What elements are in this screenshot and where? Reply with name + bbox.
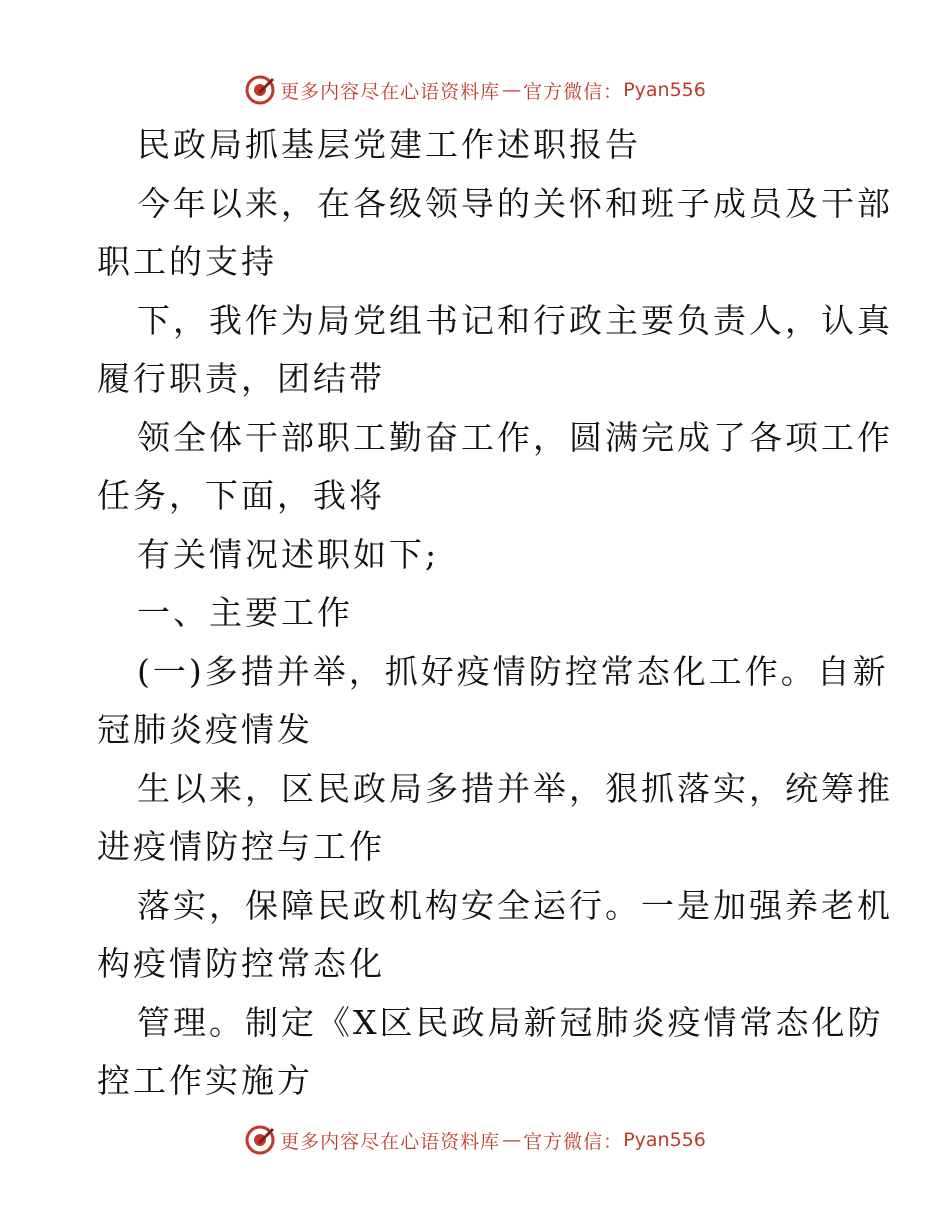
banner-separator: —	[502, 1129, 522, 1151]
banner-label: 官方微信：	[523, 1130, 624, 1153]
text-line: 管理。制定《X区民政局新冠肺炎疫情常态化防	[137, 1002, 884, 1042]
text-line: 落实，保障民政机构安全运行。一是加强养老机	[137, 885, 893, 925]
pen-logo-icon	[244, 74, 276, 106]
text-line: 领全体干部职工勤奋工作，圆满完成了各项工作	[137, 417, 893, 457]
text-line: 控工作实施方	[97, 1061, 313, 1100]
text-line: 任务，下面，我将	[97, 476, 385, 515]
banner-separator: —	[502, 79, 522, 101]
banner-label: 官方微信：	[523, 80, 624, 103]
text-line: 进疫情防控与工作	[97, 827, 385, 866]
header-banner	[0, 70, 950, 110]
text-line: 民政局抓基层党建工作述职报告	[137, 125, 641, 164]
text-line: (一)多措并举，抓好疫情防控常态化工作。自新	[137, 651, 889, 691]
banner-wechat-id: Pyan556	[623, 79, 706, 101]
text-line: 构疫情防控常态化	[97, 944, 385, 983]
text-line: 冠肺炎疫情发	[97, 710, 313, 749]
text-line: 一、主要工作	[137, 593, 353, 632]
banner-brand: 更多内容尽在心语资料库	[280, 80, 501, 103]
banner-brand: 更多内容尽在心语资料库	[280, 1130, 501, 1153]
text-line: 有关情况述职如下;	[137, 534, 440, 574]
pen-logo-icon	[244, 1124, 276, 1156]
document-body	[97, 116, 893, 1111]
text-line: 生以来，区民政局多措并举，狠抓落实，统筹推	[137, 768, 893, 808]
text-line: 履行职责，团结带	[97, 359, 385, 398]
text-line: 今年以来，在各级领导的关怀和班子成员及干部	[137, 183, 893, 223]
text-line: 职工的支持	[97, 242, 277, 281]
banner-wechat-id: Pyan556	[623, 1129, 706, 1151]
footer-banner	[0, 1120, 950, 1160]
text-line: 下，我作为局党组书记和行政主要负责人，认真	[137, 300, 893, 340]
